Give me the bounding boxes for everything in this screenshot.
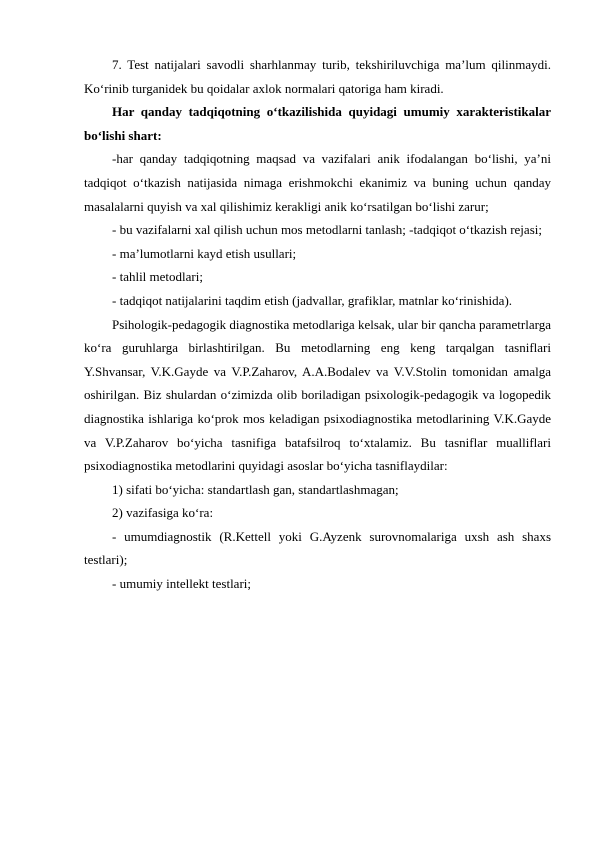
document-page — [84, 53, 551, 596]
paragraph-quality-criterion: 1) sifati bo‘yicha: standartlash gan, standartlashmagan; — [112, 481, 399, 497]
paragraph-research-goals: -har qanday tadqiqotning maqsad va vazifalari anik ifodalangan bo‘lishi, ya’ni tadqiqot o‘tkazish natijasida nimaga erishmokchi ekanimiz va buning uchun qanday masalalarni quyish va xal qilishimiz kerakligi anik ko‘rsatilgan bo‘lishi zarur; — [84, 151, 551, 214]
paragraph-results-presentation: - tadqiqot natijalarini taqdim etish (jadvallar, grafiklar, matnlar ko‘rinishida). — [112, 292, 513, 308]
paragraph-test-results: 7. Test natijalari savodli sharhlanmay turib, tekshiriluvchiga ma’lum qilinmaydi. Ko‘rinib turganidek bu qoidalar axlok normalari qatoriga ham kiradi. — [84, 57, 551, 96]
paragraph-data-recording: - ma’lumotlarni kayd etish usullari; — [112, 245, 297, 261]
paragraph-methods-selection: - bu vazifalarni xal qilish uchun mos metodlarni tanlash; -tadqiqot o‘tkazish rejasi; — [112, 222, 542, 238]
paragraph-research-heading: Har qanday tadqiqotning o‘tkazilishida quyidagi umumiy xarakteristikalar bo‘lishi shart: — [84, 104, 551, 143]
paragraph-diagnostics-classification: Psihologik-pedagogik diagnostika metodlariga kelsak, ular bir qancha parametrlarga ko‘ra guruhlarga birlashtirilgan. Bu metodlarning eng keng tarqalgan tasniflari Y.Shvansar, V.K.Gayde va V.P.Zaharov, A.A.Bodalev va V.V.Stolin tomonidan amalga oshirilgan. Biz shulardan o‘zimizda olib boriladigan psixologik-pedagogik va logopedik diagnostika ishlariga ko‘prok mos keladigan psixodiagnostika metodlarining V.K.Gayde va V.P.Zaharov bo‘yicha tasnifiga batafsilroq to‘xtalamiz. Bu tasniflar mualliflari psixodiagnostika metodlarini quyidagi asoslar bo‘yicha tasniflaydilar: — [84, 316, 551, 474]
paragraph-purpose-criterion: 2) vazifasiga ko‘ra: — [112, 505, 214, 521]
paragraph-general-diagnostic: - umumdiagnostik (R.Kettell yoki G.Ayzenk surovnomalariga uxsh ash shaxs testlari); — [84, 528, 551, 568]
paragraph-analysis-methods: - tahlil metodlari; — [112, 269, 203, 285]
paragraph-intellect-tests: - umumiy intellekt testlari; — [112, 576, 252, 592]
